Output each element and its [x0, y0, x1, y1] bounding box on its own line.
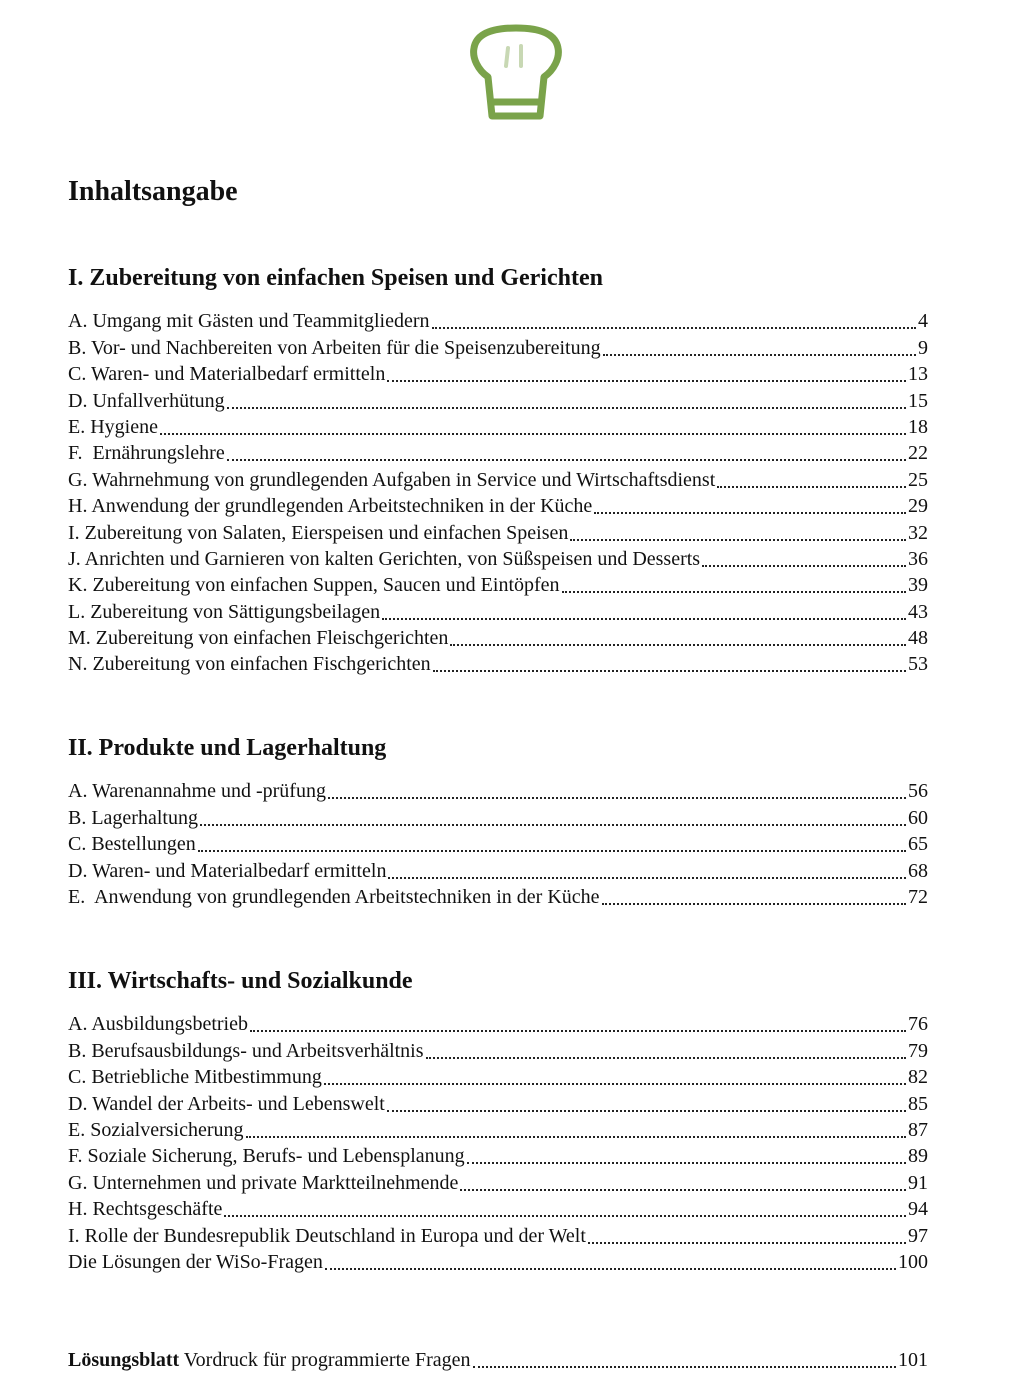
toc-entry-page: 97 [908, 1224, 928, 1247]
dot-leader [388, 877, 906, 879]
dot-leader [387, 1110, 906, 1112]
toc-entry-page: 101 [898, 1349, 928, 1372]
dot-leader [603, 354, 916, 356]
toc-entry-label: I. Rolle der Bundesrepublik Deutschland in Europa und der Welt [68, 1224, 586, 1247]
dot-leader [250, 1030, 906, 1032]
toc-entry-label: C. Waren- und Materialbedarf ermitteln [68, 363, 386, 386]
toc-entry-label [68, 1348, 471, 1372]
dot-leader [467, 1162, 906, 1164]
toc-entry-page: 76 [908, 1013, 928, 1036]
toc-entry[interactable] [68, 883, 928, 909]
toc-entry[interactable] [68, 571, 928, 597]
loesungsblatt-text: Vordruck für programmierte Fragen [179, 1349, 471, 1372]
toc-entry-page: 56 [908, 780, 928, 803]
chef-hat-icon [466, 22, 566, 124]
toc-entry-page: 13 [908, 363, 928, 386]
toc-entry-page: 68 [908, 859, 928, 882]
toc-entry[interactable] [68, 518, 928, 544]
dot-leader [325, 1268, 896, 1270]
toc-entry[interactable] [68, 1195, 928, 1221]
toc-entry-label: D. Unfallverhütung [68, 389, 225, 412]
toc-entry-page: 65 [908, 833, 928, 856]
toc-entry-page: 100 [898, 1250, 928, 1273]
toc-entry[interactable] [68, 650, 928, 676]
toc-entry-label: B. Vor- und Nachbereiten von Arbeiten für die Speisenzubereitung [68, 336, 601, 359]
toc-entry-page: 79 [908, 1039, 928, 1062]
toc-entry[interactable] [68, 360, 928, 386]
toc-entry-label: B. Lagerhaltung [68, 806, 198, 829]
toc-entry-label: I. Zubereitung von Salaten, Eierspeisen und einfachen Speisen [68, 521, 569, 544]
dot-leader [432, 327, 917, 329]
toc-entry-page: 89 [908, 1145, 928, 1168]
toc-entry-label: C. Bestellungen [68, 833, 196, 856]
toc-entry-page: 72 [908, 885, 928, 908]
toc-entry[interactable] [68, 597, 928, 623]
dot-leader [324, 1083, 906, 1085]
toc-entry[interactable] [68, 333, 928, 359]
toc-entry-page: 18 [908, 415, 928, 438]
section-heading: I. Zubereitung von einfachen Speisen und Gerichten [68, 265, 603, 291]
toc-entry-label: A. Umgang mit Gästen und Teammitgliedern [68, 310, 430, 333]
toc-entry[interactable] [68, 1089, 928, 1115]
toc-entry[interactable] [68, 1248, 928, 1274]
toc-entry-label: G. Unternehmen und private Marktteilnehmende [68, 1171, 459, 1194]
toc-entry-label: Die Lösungen der WiSo-Fragen [68, 1250, 323, 1273]
toc-entry-label: A. Ausbildungsbetrieb [68, 1013, 248, 1036]
dot-leader [198, 850, 906, 852]
dot-leader [717, 486, 906, 488]
toc-entry-page: 36 [908, 547, 928, 570]
toc-entry-label: D. Waren- und Materialbedarf ermitteln [68, 859, 387, 882]
toc-entry-label: N. Zubereitung von einfachen Fischgerichten [68, 653, 431, 676]
toc-entry[interactable] [68, 1168, 928, 1194]
toc-entry-page: 82 [908, 1066, 928, 1089]
dot-leader [594, 512, 906, 514]
toc-entry-page: 22 [908, 442, 928, 465]
toc-entry-label: J. Anrichten und Garnieren von kalten Gerichten, von Süßspeisen und Desserts [68, 547, 701, 570]
toc-entry[interactable] [68, 1010, 928, 1036]
dot-leader [702, 565, 906, 567]
toc-entry-page: 53 [908, 653, 928, 676]
dot-leader [433, 670, 906, 672]
toc-entry[interactable] [68, 545, 928, 571]
toc-entry[interactable] [68, 465, 928, 491]
toc-section-3 [68, 966, 928, 1274]
toc-entry-label: H. Anwendung der grundlegenden Arbeitstechniken in der Küche [68, 495, 593, 518]
toc-entry-page: 4 [918, 310, 928, 333]
toc-entry[interactable] [68, 1116, 928, 1142]
toc-entry-page: 94 [908, 1198, 928, 1221]
toc-entry[interactable] [68, 413, 928, 439]
dot-leader [227, 459, 906, 461]
dot-leader [224, 1215, 906, 1217]
toc-entry-page: 91 [908, 1171, 928, 1194]
toc-entry-label: B. Berufsausbildungs- und Arbeitsverhältnis [68, 1039, 424, 1062]
toc-entry-label: L. Zubereitung von Sättigungsbeilagen [68, 600, 381, 623]
toc-entry[interactable] [68, 803, 928, 829]
toc-entry-label: D. Wandel der Arbeits- und Lebenswelt [68, 1092, 385, 1115]
dot-leader [328, 797, 906, 799]
dot-leader [570, 539, 906, 541]
dot-leader [200, 824, 906, 826]
toc-entry-page: 43 [908, 600, 928, 623]
toc-entry-page: 48 [908, 627, 928, 650]
toc-entry-page: 29 [908, 495, 928, 518]
toc-entry-page: 32 [908, 521, 928, 544]
dot-leader [602, 903, 906, 905]
toc-entry[interactable] [68, 777, 928, 803]
toc-entry-loesungsblatt[interactable] [68, 1346, 928, 1372]
toc-entry[interactable] [68, 1221, 928, 1247]
toc-entry[interactable] [68, 386, 928, 412]
toc-entry[interactable] [68, 307, 928, 333]
toc-section-2 [68, 733, 928, 909]
loesungsblatt-bold: Lösungsblatt [68, 1349, 180, 1372]
toc-entry[interactable] [68, 1142, 928, 1168]
toc-entry-label: K. Zubereitung von einfachen Suppen, Saucen und Eintöpfen [68, 574, 560, 597]
toc-entry[interactable] [68, 492, 928, 518]
toc-entry[interactable] [68, 439, 928, 465]
toc-entry[interactable] [68, 1036, 928, 1062]
toc-entry-label: G. Wahrnehmung von grundlegenden Aufgaben in Service und Wirtschaftsdienst [68, 468, 716, 491]
toc-entry-label: F. Ernährungslehre [68, 442, 225, 465]
page-title: Inhaltsangabe [68, 176, 238, 207]
dot-leader [382, 618, 906, 620]
toc-entry-page: 9 [918, 336, 928, 359]
toc-entry-page: 39 [908, 574, 928, 597]
toc-entry[interactable] [68, 856, 928, 882]
toc-entry-page: 25 [908, 468, 928, 491]
section-heading: II. Produkte und Lagerhaltung [68, 735, 387, 761]
footer-entry-section [68, 1346, 928, 1372]
dot-leader [473, 1366, 896, 1368]
dot-leader [450, 644, 906, 646]
toc-section-1 [68, 263, 928, 676]
toc-entry-label: F. Soziale Sicherung, Berufs- und Lebensplanung [68, 1145, 465, 1168]
toc-entry-page: 15 [908, 389, 928, 412]
toc-entry-label: E. Anwendung von grundlegenden Arbeitstechniken in der Küche [68, 885, 600, 908]
toc-entry-label: H. Rechtsgeschäfte [68, 1198, 223, 1221]
toc-entry-page: 87 [908, 1118, 928, 1141]
dot-leader [426, 1057, 906, 1059]
dot-leader [460, 1189, 906, 1191]
toc-entry-label: E. Hygiene [68, 415, 158, 438]
toc-entry-label: E. Sozialversicherung [68, 1118, 244, 1141]
dot-leader [246, 1136, 907, 1138]
dot-leader [588, 1242, 906, 1244]
toc-entry[interactable] [68, 1063, 928, 1089]
dot-leader [387, 380, 906, 382]
dot-leader [160, 433, 906, 435]
toc-entry-page: 60 [908, 806, 928, 829]
toc-entry[interactable] [68, 830, 928, 856]
toc-entry-label: M. Zubereitung von einfachen Fleischgerichten [68, 627, 449, 650]
toc-entry-page: 85 [908, 1092, 928, 1115]
toc-entry-label: A. Warenannahme und -prüfung [68, 780, 326, 803]
section-heading: III. Wirtschafts- und Sozialkunde [68, 968, 413, 994]
dot-leader [562, 591, 906, 593]
toc-entry-label: C. Betriebliche Mitbestimmung [68, 1066, 322, 1089]
dot-leader [227, 407, 906, 409]
toc-entry[interactable] [68, 624, 928, 650]
